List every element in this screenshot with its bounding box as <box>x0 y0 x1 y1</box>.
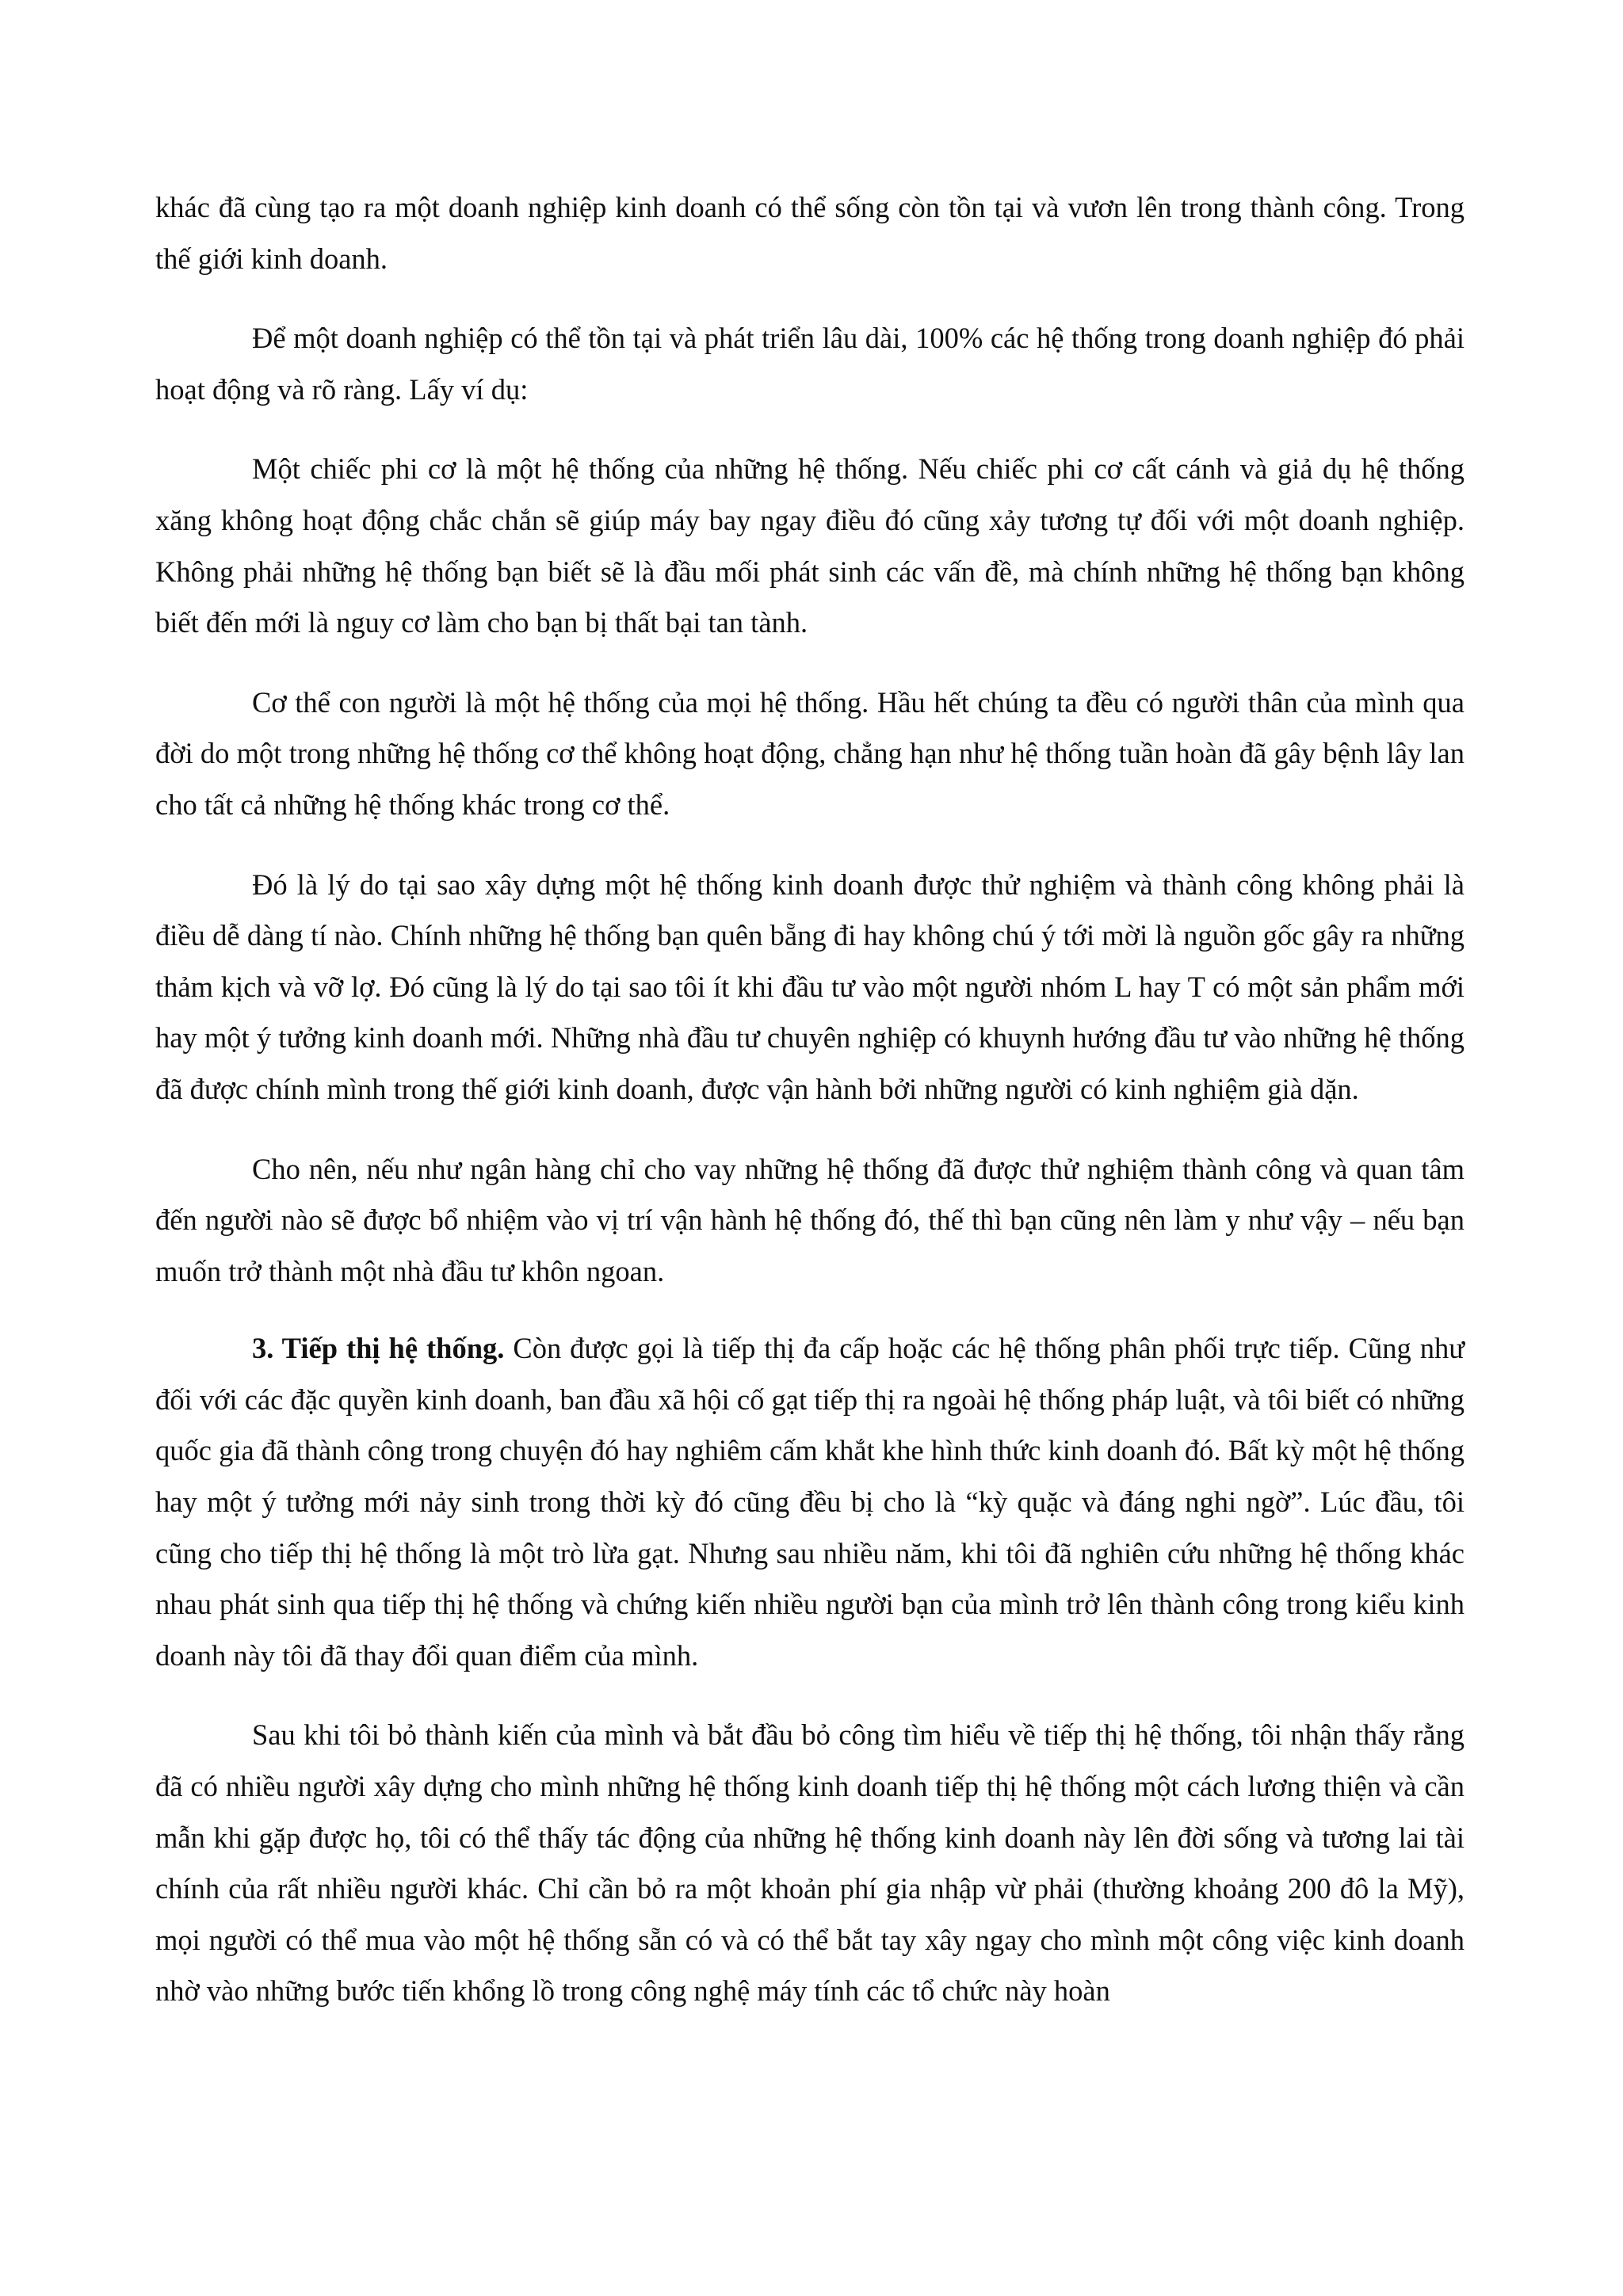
paragraph-text: Để một doanh nghiệp có thể tồn tại và phát triển lâu dài, 100% các hệ thống trong doanh nghiệp đó phải hoạt động và rõ ràng. Lấy ví dụ: <box>155 322 1465 406</box>
paragraph-text: Một chiếc phi cơ là một hệ thống của những hệ thống. Nếu chiếc phi cơ cất cánh và giả dụ hệ thống xăng không hoạt động chắc chắn sẽ giúp máy bay ngay điều đó cũng xảy tương tự đối với một doanh nghiệp. Không phải những hệ thống bạn biết sẽ là đầu mối phát sinh các vấn đề, mà chính những hệ thống bạn không biết đến mới là nguy cơ làm cho bạn bị thất bại tan tành. <box>155 452 1465 639</box>
paragraph-text: Cơ thể con người là một hệ thống của mọi hệ thống. Hầu hết chúng ta đều có người thân của mình qua đời do một trong những hệ thống cơ thể không hoạt động, chẳng hạn như hệ thống tuần hoàn đã gây bệnh lây lan cho tất cả những hệ thống khác trong cơ thể. <box>155 685 1465 821</box>
paragraph-tested-systems <box>155 860 1465 1116</box>
paragraph-human-body-example <box>155 677 1465 831</box>
paragraph-business-systems <box>155 313 1465 415</box>
paragraph-network-marketing <box>155 1323 1465 1681</box>
paragraph-text: khác đã cùng tạo ra một doanh nghiệp kinh doanh có thể sống còn tồn tại và vươn lên trong thành công. Trong thế giới kinh doanh. <box>155 191 1465 275</box>
paragraph-text: Đó là lý do tại sao xây dựng một hệ thống kinh doanh được thử nghiệm và thành công không phải là điều dễ dàng tí nào. Chính những hệ thống bạn quên bẵng đi hay không chú ý tới mời là nguồn gốc gây ra những thảm kịch và vỡ lợ. Đó cũng là lý do tại sao tôi ít khi đầu tư vào một người nhóm L hay T có một sản phẩm mới hay một ý tưởng kinh doanh mới. Những nhà đầu tư chuyên nghiệp có khuynh hướng đầu tư vào những hệ thống đã được chính mình trong thế giới kinh doanh, được vận hành bởi những người có kinh nghiệm già dặn. <box>155 868 1465 1105</box>
paragraph-text: Còn được gọi là tiếp thị đa cấp hoặc các hệ thống phân phối trực tiếp. Cũng như đối với các đặc quyền kinh doanh, ban đầu xã hội cố gạt tiếp thị ra ngoài hệ thống pháp luật, và tôi biết có những quốc gia đã thành công trong chuyện đó hay nghiêm cấm khắt khe hình thức kinh doanh đó. Bất kỳ một hệ thống hay một ý tưởng mới nảy sinh trong thời kỳ đó cũng đều bị cho là “kỳ quặc và đáng nghi ngờ”. Lúc đầu, tôi cũng cho tiếp thị hệ thống là một trò lừa gạt. Nhưng sau nhiều năm, khi tôi đã nghiên cứu những hệ thống khác nhau phát sinh qua tiếp thị hệ thống và chứng kiến nhiều người bạn của mình trở lên thành công trong kiểu kinh doanh này tôi đã thay đổi quan điểm của mình. <box>155 1332 1465 1672</box>
section-heading: 3. Tiếp thị hệ thống. <box>252 1332 505 1365</box>
paragraph-continuation <box>155 182 1465 284</box>
paragraph-text: Cho nên, nếu như ngân hàng chỉ cho vay những hệ thống đã được thử nghiệm thành công và quan tâm đến người nào sẽ được bổ nhiệm vào vị trí vận hành hệ thống đó, thế thì bạn cũng nên làm y như vậy – nếu bạn muốn trở thành một nhà đầu tư khôn ngoan. <box>155 1152 1465 1287</box>
document-body <box>155 182 1465 2017</box>
paragraph-smart-investor <box>155 1144 1465 1298</box>
paragraph-text: Sau khi tôi bỏ thành kiến của mình và bắt đầu bỏ công tìm hiểu về tiếp thị hệ thống, tôi nhận thấy rằng đã có nhiều người xây dựng cho mình những hệ thống kinh doanh tiếp thị hệ thống một cách lương thiện và cần mẫn khi gặp được họ, tôi có thể thấy tác động của những hệ thống kinh doanh này lên đời sống và tương lai tài chính của rất nhiều người khác. Chỉ cần bỏ ra một khoản phí gia nhập vừ phải (thường khoảng 200 đô la Mỹ), mọi người có thể mua vào một hệ thống sẵn có và có thể bắt tay xây ngay cho mình một công việc kinh doanh nhờ vào những bước tiến khổng lồ trong công nghệ máy tính các tổ chức này hoàn <box>155 1718 1465 2008</box>
paragraph-marketing-research <box>155 1710 1465 2017</box>
paragraph-airplane-example <box>155 444 1465 648</box>
